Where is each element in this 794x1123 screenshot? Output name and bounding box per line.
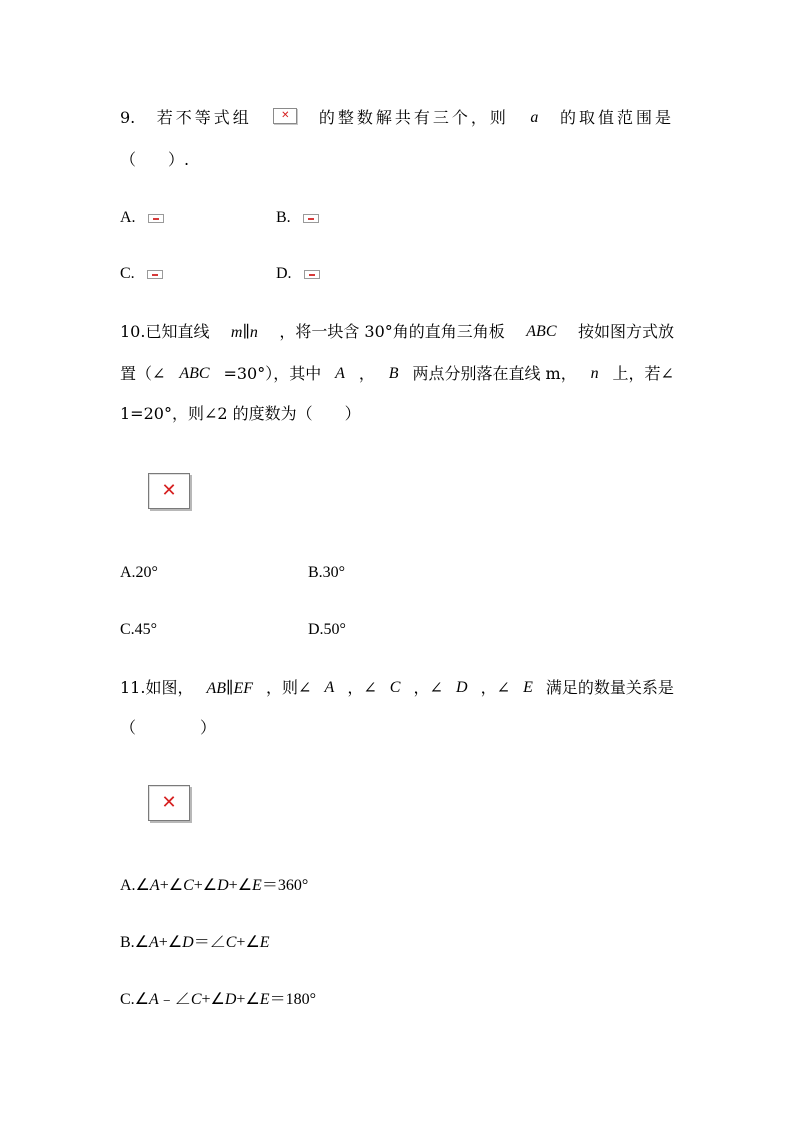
q9-number: 9. [120, 108, 136, 127]
q10-option-c[interactable]: C.45° [120, 621, 158, 638]
q9-option-a[interactable]: A. [120, 208, 164, 228]
q9-variable: a [530, 109, 539, 126]
q9-option-b[interactable]: B. [276, 208, 319, 228]
q11-stem-line1: 11.如图， AB∥EF ，则∠ A ，∠ C ，∠ D ，∠ E 满足的数量关系是 [120, 678, 674, 697]
q9-text-end: 的取值范围是 [559, 108, 674, 127]
q11-option-a[interactable]: A.∠A+∠C+∠D+∠E＝360° [120, 877, 309, 894]
broken-image-icon: ✕ [273, 108, 297, 124]
broken-image-icon [304, 270, 320, 279]
q11-option-b[interactable]: B.∠A+∠D＝∠C+∠E [120, 934, 270, 951]
q10-stem-line2: 置（∠ ABC =30°），其中 A ， B 两点分别落在直线 m， n 上，若∠ [120, 364, 674, 383]
q9-text-after: 的整数解共有三个，则 [318, 108, 509, 127]
q9-option-c[interactable]: C. [120, 264, 163, 284]
broken-image-icon [303, 214, 319, 223]
broken-image-icon: ✕ [148, 785, 190, 821]
q9-paren: （ ）. [120, 150, 190, 169]
q10-option-d[interactable]: D.50° [308, 621, 346, 638]
q11-option-c[interactable]: C.∠A﹣∠C+∠D+∠E＝180° [120, 991, 316, 1008]
broken-image-icon: ✕ [148, 473, 190, 509]
q10-option-b[interactable]: B.30° [308, 564, 346, 581]
q9-text-before: 若不等式组 [156, 108, 252, 127]
q9-option-d[interactable]: D. [276, 264, 320, 284]
q10-option-a[interactable]: A.20° [120, 564, 158, 581]
q9-stem-line1 [120, 108, 674, 128]
q11-paren: （ ） [120, 718, 217, 737]
broken-image-icon [147, 270, 163, 279]
q10-stem-line1: 10.已知直线 m∥n ，将一块含 30°角的直角三角板 ABC 按如图方式放 [120, 322, 674, 341]
broken-image-icon [148, 214, 164, 223]
q10-stem-line3: 1=20°，则∠2 的度数为（ ） [120, 404, 361, 423]
